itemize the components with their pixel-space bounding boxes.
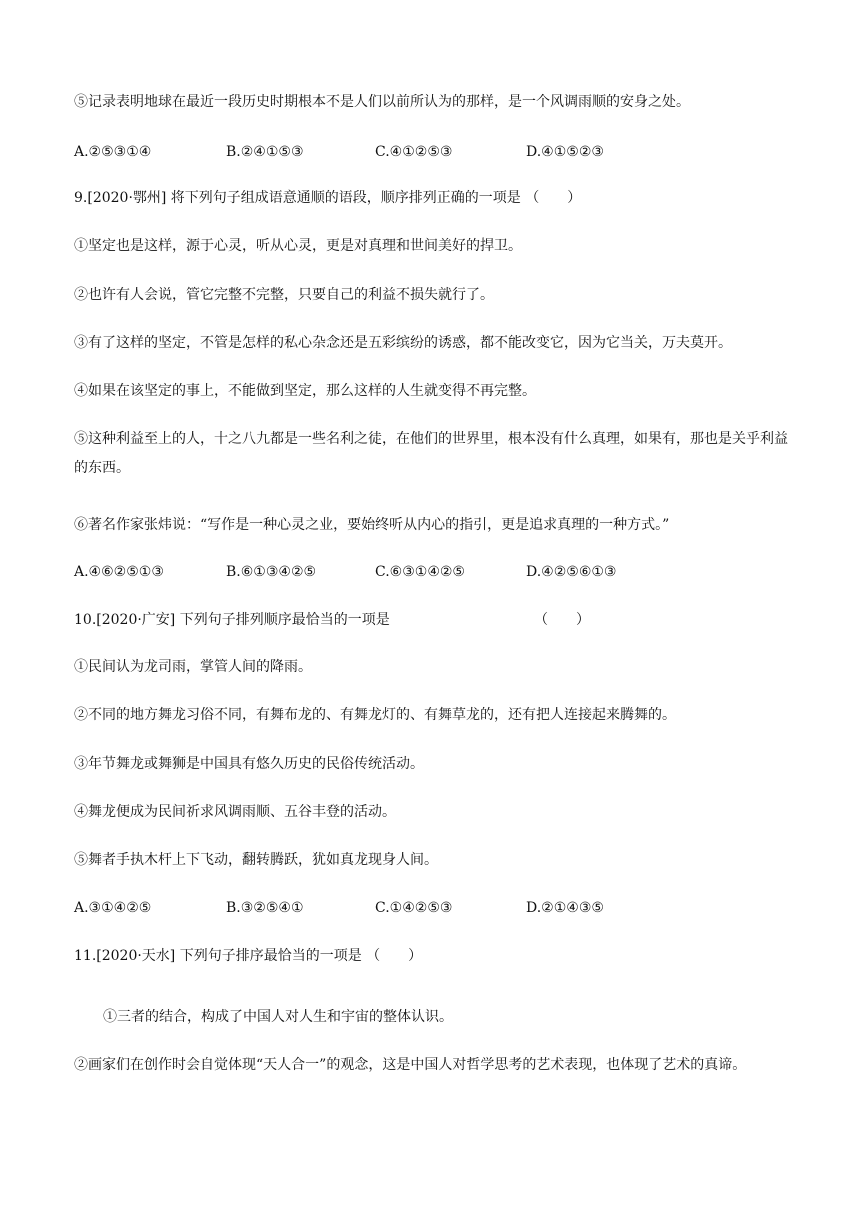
q9-sentence-1: ①坚定也是这样，源于心灵，听从心灵，更是对真理和世间美好的捍卫。 (74, 238, 522, 254)
q10-option-a: A.③①④②⑤ (74, 900, 152, 916)
q8-option-c: C.④①②⑤③ (375, 144, 453, 160)
q9-sentence-4: ④如果在该坚定的事上，不能做到坚定，那么这样的人生就变得不再完整。 (74, 383, 536, 399)
q9-sentence-3: ③有了这样的坚定，不管是怎样的私心杂念还是五彩缤纷的诱惑，都不能改变它，因为它当关，万夫莫开。 (74, 335, 732, 351)
q8-option-d: D.④①⑤②③ (526, 144, 604, 160)
q9-option-a: A.④⑥②⑤①③ (74, 564, 164, 580)
q9-option-c: C.⑥③①④②⑤ (375, 564, 465, 580)
q10-answer-blank: （ ） (534, 612, 590, 628)
q10-sentence-1: ①民间认为龙司雨，掌管人间的降雨。 (74, 659, 312, 675)
q10-sentence-5: ⑤舞者手执木杆上下飞动，翻转腾跃，犹如真龙现身人间。 (74, 852, 438, 868)
q9-sentence-5: ⑤这种利益至上的人，十之八九都是一些名利之徒，在他们的世界里，根本没有什么真理，如果有，那也是关乎利益的东西。 (74, 431, 788, 476)
q9-sentence-2: ②也许有人会说，管它完整不完整，只要自己的利益不损失就行了。 (74, 287, 494, 303)
q10-option-b: B.③②⑤④① (226, 900, 304, 916)
q10-option-d: D.②①④③⑤ (526, 900, 604, 916)
q10-sentence-4: ④舞龙便成为民间祈求风调雨顺、五谷丰登的活动。 (74, 804, 396, 820)
q8-option-a: A.②⑤③①④ (74, 144, 152, 160)
q8-option-b: B.②④①⑤③ (226, 144, 304, 160)
q9-sentence-6: ⑥著名作家张炜说：“写作是一种心灵之业，要始终听从内心的指引，更是追求真理的一种方式。” (74, 517, 670, 533)
q9-option-b: B.⑥①③④②⑤ (226, 564, 317, 580)
q9-option-d: D.④②⑤⑥①③ (526, 564, 617, 580)
q9-title: 9.[2020·鄂州] 将下列句子组成语意通顺的语段，顺序排列正确的一项是 （ ） (74, 190, 582, 206)
q10-title: 10.[2020·广安] 下列句子排列顺序最恰当的一项是 (74, 612, 390, 628)
q10-sentence-2: ②不同的地方舞龙习俗不同，有舞布龙的、有舞龙灯的、有舞草龙的，还有把人连接起来腾舞的。 (74, 707, 676, 723)
q11-title: 11.[2020·天水] 下列句子排序最恰当的一项是 （ ） (74, 948, 423, 964)
q11-sentence-1: ①三者的结合，构成了中国人对人生和宇宙的整体认识。 (103, 1009, 453, 1025)
q10-sentence-3: ③年节舞龙或舞狮是中国具有悠久历史的民俗传统活动。 (74, 756, 424, 772)
q10-option-c: C.①④②⑤③ (375, 900, 453, 916)
q11-sentence-2: ②画家们在创作时会自觉体现“天人合一”的观念，这是中国人对哲学思考的艺术表现，也体现了艺术的真谛。 (74, 1057, 747, 1073)
q8-sentence-5: ⑤记录表明地球在最近一段历史时期根本不是人们以前所认为的那样，是一个风调雨顺的安身之处。 (74, 94, 690, 110)
q10-title-row (74, 610, 800, 630)
